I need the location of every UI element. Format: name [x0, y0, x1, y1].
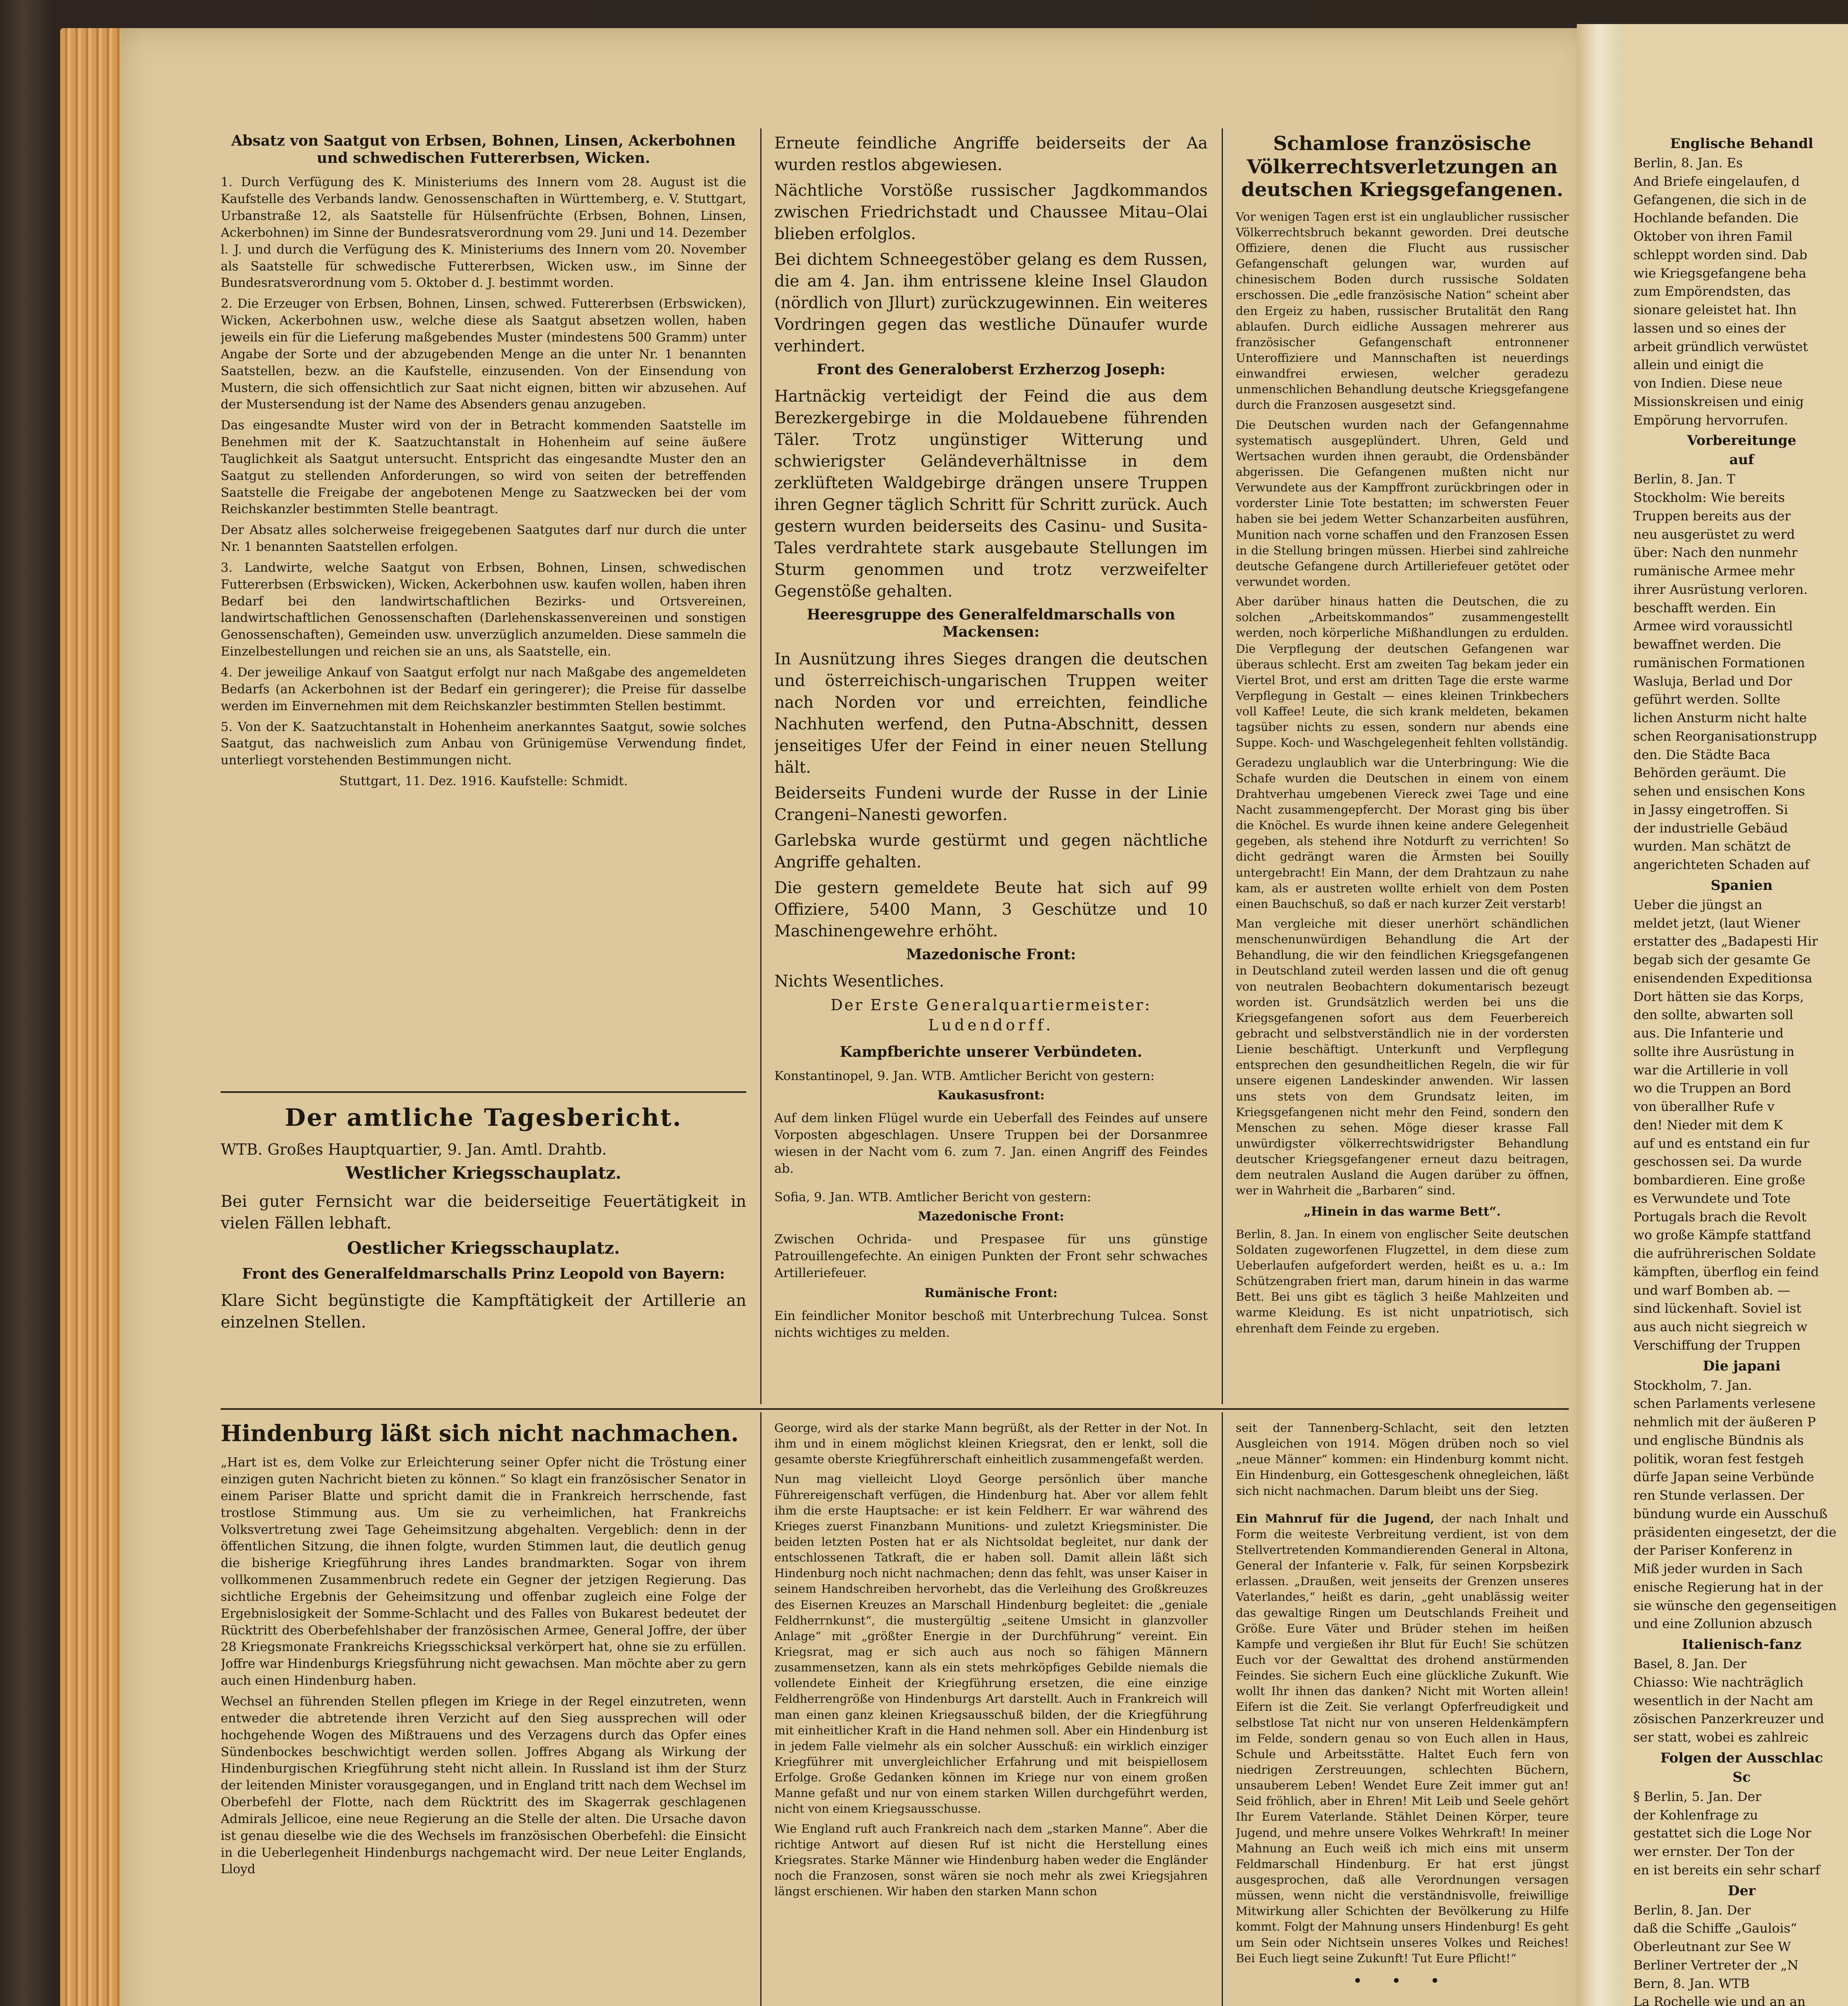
facing-page-line: Berliner Vertreter der „N	[1633, 1957, 1799, 1973]
saatgut-paragraph-3: Das eingesandte Muster wird von der in Betracht kommenden Saatstelle im Benehmen mit der K. Saatzuchtanstalt in Hohenheim auf seine äußere Tauglichkeit als Saatgut untersucht. Entspricht das eingesandte Muster den an Saatgut zu stellenden Anforderungen, so wird von seiten der betreffenden Saatstelle die Freigabe der angebotenen Menge zu Saatzwecken bei der vom Reichskanzler bestimmten Stelle beantragt.	[221, 418, 746, 517]
facing-page-line: schen Parlaments verlesene	[1633, 1396, 1816, 1411]
voelkerrecht-title: Schamlose französische Völkerrechtsverletzungen an deutschen Kriegsgefangenen.	[1241, 132, 1564, 201]
mackensen-text: In Ausnützung ihres Sieges drangen die deutschen und österreichisch-ungarischen Truppen weiter nach Norden vor und erreichten, feindliche Nachhuten werfend, den Putna-Abschnitt, dessen jenseitiges Ufer der Feind in einer neuen Stellung hält.	[774, 650, 1208, 777]
lower-section-rule	[221, 1408, 1569, 1410]
jagdkommandos-report: Nächtliche Vorstöße russischer Jagdkommandos zwischen Friedrichstadt und Chaussee Mitau–Olai blieben erfolglos.	[774, 181, 1208, 243]
facing-page-line: der Kohlenfrage zu	[1633, 1807, 1758, 1823]
facing-page-line: ser statt, wobei es zahlreic	[1633, 1730, 1809, 1745]
facing-page-line: von überallher Rufe v	[1633, 1099, 1775, 1114]
newspaper-page	[120, 28, 1589, 2006]
facing-page-line: den. Die Städte Baca	[1633, 747, 1771, 762]
facing-page-line: wesentlich in der Nacht am	[1633, 1693, 1813, 1708]
facing-page-line: erstatter des „Badapesti Hir	[1633, 934, 1818, 949]
allies-heading: Kampfberichte unserer Verbündeten.	[840, 1043, 1142, 1060]
hindenburg-paragraph-5: Wie England ruft auch Frankreich nach dem „starken Manne“. Aber die richtige Antwort auf diesen Ruf ist nicht die Herstellung eines Kriegsrates. Starke Männer wie Hindenburg haben weder die Engländer noch die Franzosen, sonst wären sie noch mehr als zwei Kriegsjahren längst erschienen. Wir haben den starken Mann schon	[774, 1821, 1208, 1898]
facing-page-line: wo große Kämpfe stattfand	[1633, 1227, 1811, 1243]
facing-page-line: enische Regierung hat in der	[1633, 1579, 1823, 1595]
column1-separator	[221, 1091, 746, 1093]
mazedonische-front-2-heading: Mazedonische Front:	[918, 1209, 1064, 1224]
facing-page-line: meldet jetzt, (laut Wiener	[1633, 915, 1800, 931]
facing-page-line: kämpften, überflog ein feind	[1633, 1264, 1819, 1279]
facing-page-line: wo die Truppen an Bord	[1633, 1080, 1791, 1096]
facing-page-line: Portugals brach die Revolt	[1633, 1209, 1807, 1224]
kaukasus-heading: Kaukasusfront:	[937, 1088, 1045, 1102]
hindenburg-column-3	[1236, 1420, 1569, 2006]
east-front-heading: Oestlicher Kriegsschauplatz.	[347, 1238, 620, 1258]
facing-page-line: Verschiffung der Truppen	[1633, 1337, 1801, 1353]
hindenburg-paragraph-3: George, wird als der starke Mann begrüßt, als der Retter in der Not. In ihm und in einem möglichst kleinen Kriegsrat, den er lenkt, soll die gesamte oberste Kriegführerschaft einheitlich zusammengefaßt werden.	[774, 1421, 1208, 1466]
facing-page-line: schleppt worden sind. Dab	[1633, 247, 1807, 262]
facing-page-line: von Indien. Diese neue	[1633, 376, 1783, 391]
column-tagesbericht	[221, 1103, 746, 1400]
facing-page-line: enisendenden Expeditionsa	[1633, 970, 1812, 986]
facing-page-line: daß die Schiffe „Gaulois“	[1633, 1921, 1797, 1936]
mahnruf-text	[1236, 1511, 1569, 1966]
column-rule-1	[760, 128, 762, 1404]
facing-page-line: und eine Zollunion abzusch	[1633, 1616, 1813, 1632]
saatgut-paragraph-6: 4. Der jeweilige Ankauf von Saatgut erfolgt nur nach Maßgabe des angemeldeten Bedarfs (an Ackerbohnen ist der Bedarf ein geringerer); die Preise für dasselbe werden im Einvernehmen mit dem Reichskanzler bestimmten Stellen bestimmt.	[221, 665, 746, 713]
end-ornament: • • •	[1352, 1971, 1452, 1990]
facing-page-column	[1633, 132, 1848, 2006]
facing-page-line: Behörden geräumt. Die	[1633, 765, 1786, 781]
facing-page-line: und englische Bündnis als	[1633, 1432, 1804, 1448]
column-front-reports	[774, 132, 1208, 1404]
facing-page-line: neu ausgerüstet zu werd	[1633, 526, 1795, 542]
facing-page-line: Ueber die jüngst an	[1633, 897, 1763, 912]
facing-page-line: nehmlich mit der äußeren P	[1633, 1414, 1816, 1429]
konstantinopel-dateline: Konstantinopel, 9. Jan. WTB. Amtlicher Bericht von gestern:	[774, 1068, 1155, 1083]
facing-page-line: Berlin, 8. Jan. T	[1633, 471, 1736, 487]
facing-page-line: geschossen sei. Da wurde	[1633, 1154, 1802, 1169]
facing-page-line: in Jassy eingetroffen. Si	[1633, 802, 1788, 817]
facing-page-line: auf und es entstand ein fur	[1633, 1135, 1809, 1151]
facing-page-line: wie Kriegsgefangene beha	[1633, 265, 1807, 281]
facing-page-line: ihrer Ausrüstung verloren.	[1633, 581, 1808, 597]
front-leopold-text: Klare Sicht begünstigte die Kampftätigkeit der Artillerie an einzelnen Stellen.	[221, 1291, 746, 1332]
facing-page-line: der industrielle Gebäud	[1633, 820, 1788, 836]
voelkerrecht-paragraph-3: Aber darüber hinaus hatten die Deutschen, die zu solchen „Arbeitskommandos“ zusammengestellt werden, noch körperliche Mißhandlungen zu erdulden. Die Verpflegung der deutschen Gefangenen war überaus schlecht. Erst am zweiten Tag bekam jeder ein Viertel Brot, und erst am dritten Tage die erste warme Verpflegung in Gestalt — eines kleinen Trinkbechers voll Kaffee! Leute, die sich krank meldeten, bekamen tagsüber nichts zu essen, sondern nur abends eine Suppe. Koch- und Waschgelegenheit fehlten vollständig.	[1236, 595, 1569, 750]
facing-page-line: den sollte, abwarten soll	[1633, 1007, 1793, 1023]
saatgut-paragraph-1: 1. Durch Verfügung des K. Ministeriums des Innern vom 28. August ist die Kaufstelle des Verbands landw. Genossenschaften in Württemberg, e. V. Stuttgart, Urbanstraße 12, als Saatstelle für Hülsenfrüchte (Erbsen, Bohnen, Linsen, Ackerbohnen) im Sinne der Bundesratsverordnung vom 29. Juni und 14. Dezember l. J. und durch die Verfügung des K. Ministeriums des Innern vom 20. November als Saatstelle für schwedische Futtererbsen, Wicken usw., im Sinne der Bundesratsverordnung vom 5. Oktober d. J. bestimmt worden.	[221, 175, 746, 290]
facing-page-line: aus auch nicht siegreich w	[1633, 1319, 1807, 1334]
facing-page-line: Chiasso: Wie nachträglich	[1633, 1674, 1804, 1690]
facing-page-heading: Sc	[1732, 1769, 1751, 1785]
facing-page-line: bombardieren. Eine große	[1633, 1172, 1805, 1188]
hindenburg-paragraph-6: seit der Tannenberg-Schlacht, seit den letzten Ausgleichen von 1914. Mögen drüben noch so viel „neue Männer“ kommen: ein Hindenburg kommt nicht. Ein Hindenburg, ein Gottesgeschenk ohnegleichen, läßt sich nicht nachmachen. Darum bleibt uns der Sieg.	[1236, 1421, 1569, 1498]
facing-page-line: bewaffnet werden. Die	[1633, 637, 1781, 652]
facing-page-line: Dort hätten sie das Korps,	[1633, 989, 1804, 1004]
hindenburg-column-1	[221, 1420, 746, 2006]
facing-page-line: und warf Bomben ab. —	[1633, 1282, 1790, 1298]
facing-page-line: wer ernster. Der Ton der	[1633, 1844, 1794, 1859]
mazedonische-front-heading: Mazedonische Front:	[906, 946, 1076, 963]
tagesbericht-dateline: WTB. Großes Hauptquartier, 9. Jan. Amtl. Drahtb.	[221, 1141, 607, 1158]
facing-page-line: Empörung hervorrufen.	[1633, 412, 1788, 428]
facing-page-line: es Verwundete und Tote	[1633, 1190, 1791, 1206]
facing-page-line: Missionskreisen und einig	[1633, 394, 1804, 409]
hindenburg-paragraph-2: Wechsel an führenden Stellen pflegen im Kriege in der Regel einzutreten, wenn entweder die abtretende ihren Verzicht auf den Sieg aussprechen will oder hochgehende Wogen des Mißtrauens und des Verzagens durch das Opfer eines Sündenbockes beschwichtigt werden sollen. Joffres Abgang als Wirkung der Hindenburgischen Kriegführung steht nicht allein. In Russland ist ihm der Sturz der leitenden Minister vorausgegangen, und in England tritt nach dem Wechsel im Oberbefehl der Flotte, nach dem Rücktritt des im Skagerrak geschlagenen Admirals Jellicoe, eine neue Regierung an die Stelle der alten. Die Ursache davon ist genau dieselbe wie die des Wechsels im französischen Oberbefehl: die Einsicht in die Ueberlegenheit Hindenburgs nachgemacht wird. Der neue Leiter Englands, Lloyd	[221, 1694, 746, 1877]
facing-page-heading: Vorbereitunge	[1687, 432, 1797, 449]
facing-page-line: über: Nach den nunmehr	[1633, 545, 1798, 560]
facing-page-line: lichen Ansturm nicht halte	[1633, 710, 1807, 725]
facing-page-heading: Die japani	[1703, 1358, 1781, 1374]
facing-page-line: sollte ihre Ausrüstung in	[1633, 1044, 1795, 1059]
facing-page-line: sie wünsche den gegenseitigen	[1633, 1598, 1837, 1613]
mahnruf-heading: Ein Mahnruf für die Jugend,	[1236, 1511, 1434, 1525]
facing-page-line: Hochlande befanden. Die	[1633, 210, 1799, 226]
facing-page-line: politik, woran fest festgeh	[1633, 1451, 1804, 1466]
facing-page-line: Basel, 8. Jan. Der	[1633, 1656, 1746, 1671]
josef-front-text: Hartnäckig verteidigt der Feind die aus dem Berezkergebirge in die Moldauebene führenden Täler. Trotz ungünstiger Witterung und schwierigster Geländeverhältnisse in dem zerklüfteten Waldgebirge drängen unsere Truppen ihren Gegner täglich Schritt für Schritt zurück. Auch gestern wurden beiderseits des Casinu- und Susita-Tales verdrahtete stark ausgebaute Stellungen im Sturm genommen und trotz verzweifelter Gegenstöße gehalten.	[774, 387, 1208, 601]
signer-title: Der Erste Generalquartiermeister:	[831, 996, 1151, 1014]
facing-page-line: sionare geleistet hat. Ihn	[1633, 302, 1797, 317]
column-voelkerrecht	[1236, 132, 1569, 1400]
saatgut-paragraph-5: 3. Landwirte, welche Saatgut von Erbsen, Bohnen, Linsen, schwedischen Futtererbsen (Erbswicken), Wicken, Ackerbohnen usw. kaufen wollen, haben ihren Bedarf bei den landwirtschaftlichen Bezirks- und Ortsvereinen, landwirtschaftlichen Genossenschaften (Darlehenskassenvereinen und sonstigen Genossenschaften), Gemeinden usw. unverzüglich anzumelden. Diese sammeln die Einzelbestellungen und reichen sie an uns, als Saatstelle, ein.	[221, 560, 746, 659]
facing-page-line: präsidenten eingesetzt, der die	[1633, 1524, 1837, 1540]
facing-page-line: en ist bereits ein sehr scharf	[1633, 1862, 1820, 1878]
facing-page-line: bündung wurde ein Ausschuß	[1633, 1506, 1828, 1521]
facing-page-line: Berlin, 8. Jan. Der	[1633, 1902, 1751, 1918]
mackensen-heading: Heeresgruppe des Generalfeldmarschalls von Mackensen:	[806, 606, 1176, 641]
facing-page-line: Miß jeder wurden in Sach	[1633, 1561, 1803, 1576]
facing-page-line: zum Empörendsten, das	[1633, 284, 1791, 299]
facing-page-line: Stockholm, 7. Jan.	[1633, 1377, 1752, 1393]
facing-page-line: geführt werden. Sollte	[1633, 692, 1781, 707]
column-saatgut	[221, 132, 746, 1087]
voelkerrecht-paragraph-2: Die Deutschen wurden nach der Gefangennahme systematisch ausgeplündert. Uhren, Geld und Wertsachen wurden ihnen geraubt, die Ordensbänder abgerissen. Die Gefangenen mußten nicht nur Verwundete aus der Kampffront zurückbringen oder in vorderster Linie Tote bestatten; im schwersten Feuer haben sie bei jedem Wetter Schanzarbeiten ausführen, Munition nach vorne schaffen und den Franzosen Essen in die Stellung bringen müssen. Hierbei sind zahlreiche deutsche Gefangene durch Artilleriefeuer getötet oder verwundet worden.	[1236, 418, 1569, 589]
facing-page-line: Stockholm: Wie bereits	[1633, 490, 1785, 505]
facing-page-line: arbeit gründlich verwüstet	[1633, 339, 1808, 354]
saatgut-paragraph-2: 2. Die Erzeuger von Erbsen, Bohnen, Linsen, schwed. Futtererbsen (Erbswicken), Wicken, Ackerbohnen usw., welche diese als Saatgut absetzen wollen, haben jeweils ein für die Lieferung maßgebendes Muster (mindestens 500 Gramm) unter Angabe der Sorte und der abzugebenden Menge an die unter Nr. 1 benannten Saatstellen, bezw. an die Kaufstelle, einzusenden. Von der Einsendung von Mustern, die sich offensichtlich zur Saat nicht eignen, bitten wir abzusehen. Auf der Mustersendung ist der Name des Absenders genau anzugeben.	[221, 296, 746, 412]
facing-page-line: sind lückenhaft. Soviel ist	[1633, 1301, 1801, 1316]
column-rule-3	[760, 1412, 762, 2006]
facing-page-line: die aufrührerischen Soldate	[1633, 1246, 1816, 1261]
facing-page-line: And Briefe eingelaufen, d	[1633, 173, 1800, 189]
facing-page-line: Berlin, 8. Jan. Es	[1633, 155, 1743, 171]
facing-page-line: war die Artillerie in voll	[1633, 1062, 1789, 1078]
hindenburg-title: Hindenburg läßt sich nicht nachmachen.	[221, 1420, 739, 1447]
facing-page-line: sehen und ensischen Kons	[1633, 784, 1805, 799]
warmes-bett-text: Berlin, 8. Jan. In einem von englischer Seite deutschen Soldaten zugeworfenen Flugzettel, in dem diese zum Ueberlaufen aufgefordert werden, heißt es u. a.: Im Schützengraben friert man, darum hinein in das warme Bett. Bei uns gibt es täglich 3 heiße Mahlzeiten und warme Kleidung. Es ist nicht unpatriotisch, sich ehrenhaft dem Feinde zu ergeben.	[1236, 1227, 1569, 1335]
hindenburg-column-2	[774, 1420, 1208, 2006]
facing-page-line: wurden. Man schätzt de	[1633, 839, 1791, 854]
facing-page-heading: Folgen der Ausschlac	[1660, 1750, 1823, 1766]
column-rule-2	[1222, 128, 1223, 1404]
facing-page-line: Gefangenen, die sich in de	[1633, 192, 1807, 207]
west-front-heading: Westlicher Kriegsschauplatz.	[345, 1163, 621, 1183]
facing-page-line: rumänischen Formationen	[1633, 655, 1805, 670]
facing-page-line: Wasluja, Berlad und Dor	[1633, 673, 1792, 689]
mazedonische-front-2-text: Zwischen Ochrida- und Prespasee für uns günstige Patrouillengefechte. An einigen Punkten der Front sehr schwaches Artilleriefeuer.	[774, 1232, 1208, 1281]
josef-front-heading: Front des Generaloberst Erzherzog Joseph:	[816, 361, 1166, 378]
facing-page-line: Bern, 8. Jan. WTB	[1633, 1976, 1750, 1991]
sofia-dateline: Sofia, 9. Jan. WTB. Amtlicher Bericht von gestern:	[774, 1190, 1091, 1205]
facing-page-heading: auf	[1729, 452, 1754, 468]
column-rule-4	[1222, 1412, 1223, 2006]
facing-page-line: § Berlin, 5. Jan. Der	[1633, 1789, 1761, 1804]
facing-page-line: schen Reorganisationstrupp	[1633, 728, 1817, 744]
facing-page-line: angerichteten Schaden auf	[1633, 857, 1809, 872]
facing-page	[1623, 24, 1848, 2006]
west-front-text: Bei guter Fernsicht war die beiderseitige Feuertätigkeit in vielen Fällen lebhaft.	[221, 1192, 746, 1232]
voelkerrecht-paragraph-4: Geradezu unglaublich war die Unterbringung: Wie die Schafe wurden die Deutschen in einem von einem Drahtverhau umgebenen Viereck zwei Tage und eine Nacht zusammengepfercht. Der Morast ging bis über die Knöchel. Es wurde ihnen keine andere Gelegenheit gegeben, als stehend ihre Notdurft zu verrichten! So dicht gedrängt waren die Ärmsten bei Souilly untergebracht! Ein Mann, der dem Drahtzaun zu nahe kam, als er austreten wollte erhielt von dem Posten einen Bauchschuß, so daß er nach kurzer Zeit verstarb!	[1236, 755, 1569, 911]
voelkerrecht-paragraph-5: Man vergleiche mit dieser unerhört schändlichen menschenunwürdigen Behandlung die Art der Behandlung, die wir den feindlichen Kriegsgefangenen in Deutschland zuteil werden lassen und die oft genug von neutralen Beobachtern dokumentarisch bezeugt worden ist. Grundsätzlich werden bei uns die Kriegsgefangenen sofort aus dem Feuerbereich gebracht und selbstverständlich nie in der vordersten Lienie beschäftigt. Unterkunft und Verpflegung entsprechen den gesundheitlichen Regeln, die wir für unsere eigenen Landeskinder anwenden. Wir lassen uns stets von dem Grundsatz leiten, im Kriegsgefangenen nicht mehr den Feind, sondern den Menschen zu sehen. Möge dieser krasse Fall unwürdigster völkerrechtswidrigster Behandlung deutscher Kriegsgefangener erneut dazu beitragen, dem neutralen Ausland die Augen darüber zu öffnen, wer in Wahrheit die „Barbaren“ sind.	[1236, 916, 1569, 1198]
facing-page-heading: Englische Behandl	[1670, 136, 1813, 152]
facing-page-line: Truppen bereits aus der	[1633, 508, 1791, 524]
garlebska-text: Garlebska wurde gestürmt und gegen nächtliche Angriffe gehalten.	[774, 831, 1208, 871]
facing-page-line: begab sich der gesamte Ge	[1633, 952, 1811, 967]
voelkerrecht-paragraph-1: Vor wenigen Tagen erst ist ein unglaublicher russischer Völkerrechtsbruch bekannt geworden. Drei deutsche Offiziere, denen die Flucht aus russischer Gefangenschaft gelungen war, wurden auf chinesischem Boden durch russische Soldaten erschossen. Die „edle französische Nation“ scheint aber den Ergeiz zu haben, russischer Brutalität den Rang ablaufen. Durch eidliche Aussagen mehrerer aus französischer Gefangenschaft entronnener Unteroffiziere und Mannschaften ist neuerdings einwandfrei erwiesen, welcher geradezu unmenschlichen Behandlung deutsche Kriegsgefangene durch die Franzosen ausgesetzt sind.	[1236, 209, 1569, 412]
saatgut-paragraph-4: Der Absatz alles solcherweise freigegebenen Saatgutes darf nur durch die unter Nr. 1 benannten Saatstellen erfolgen.	[221, 523, 746, 554]
facing-page-line: lassen und so eines der	[1633, 320, 1786, 336]
facing-page-line: dürfe Japan seine Verbünde	[1633, 1469, 1814, 1485]
facing-page-line: La Rochelle wie und an an	[1633, 1994, 1806, 2006]
mahnruf-body: der nach Inhalt und Form die weiteste Verbreitung verdient, ist von dem Stellvertretenden Kommandierenden General in Altona, General der Infanterie v. Falk, für seinen Korpsbezirk erlassen. „Draußen, weit jenseits der Grenzen unseres Vaterlandes,“ heißt es darin, „geht unablässig weiter das gewaltige Ringen um Deutschlands Freiheit und Größe. Eure Väter und Brüder stehen im heißen Kampfe und vergießen ihr Blut für Euch! Sie schützen Euch vor der Gewalttat des drohend anstürmenden Feindes. Sie sichern Euch eine glückliche Zukunft. Wie wollt Ihr ihnen das danken? Nicht mit Worten allein! Eifern ist die Zeit. Sie verlangt Opferfreudigkeit und selbstlose Tat nicht nur von unseren Heldenkämpfern im Felde, sondern genau so von Euch allen in Haus, Schule und Arbeitsstätte. Haltet Euch fern von niedrigen Zerstreuungen, schlechten Büchern, unsauberem Leben! Wendet Eure Zeit immer gut an! Seid fröhlich, aber in Ehren! Mit Leib und Seele gehört Ihr Eurem Vaterlande. Stählet Deinen Körper, teure Jugend, und mehre unsere Volkes Wehrkraft! In meiner Mahnung an Euch weiß ich mich eins mit unserm Feldmarschall Hindenburg. Er hat erst jüngst ausgesprochen, daß alle Verordnungen versagen müssen, wenn nicht die verständnisvolle, freiwillige Mitwirkung aller Schichten der Bevölkerung zu Hilfe kommt. Folgt der Mahnung unsers Hindenburg! Es geht um Sein oder Nichtsein unseres Volkes und Reiches! Bei Euch liegt seine Zukunft! Tut Eure Pflicht!“	[1236, 1511, 1569, 1965]
facing-page-line: den! Nieder mit dem K	[1633, 1117, 1783, 1133]
rumaenische-front-text: Ein feindlicher Monitor beschoß mit Unterbrechung Tulcea. Sonst nichts wichtiges zu melden.	[774, 1309, 1208, 1340]
signer-name: Ludendorff.	[928, 1016, 1054, 1034]
facing-page-line: Armee wird voraussichtl	[1633, 618, 1793, 634]
facing-page-heading: Der	[1728, 1882, 1756, 1899]
hindenburg-paragraph-1: „Hart ist es, dem Volke zur Erleichterung seiner Opfer nicht die Tröstung einer einzigen guten Nachricht bieten zu können.“ So klagt ein französischer Senator in einem Pariser Blatte und spricht damit die in Frankreich herrschende, fast trostlose Stimmung aus. Um sie zu verheimlichen, hat Frankreichs Volksvertretung zwei Tage Geheimsitzung abgehalten. Vergeblich: denn in der öffentlichen Sitzung, die ihnen folgte, wurden Stimmen laut, die deutlich genug die bisherige Kriegführung ihres Landes brandmarkten. Sogar von ihrem vollkommenen Zusammenbruch redete ein Gegner der jetzigen Regierung. Das sichtliche Ergebnis der Geheimsitzung und offenbar zugleich eine Folge der Ergebnislosigkeit der Somme-Schlacht und des Falles von Bukarest bedeutet der Rücktritt des Oberbefehlshaber der französischen Armee, General Joffre, der über 28 Kriegsmonate Frankreichs Kriegsschicksal verkörpert hat, ohne sie zu erfüllen. Joffre war Hindenburgs Kriegsführung nicht gewachsen. Man möchte aber zu gern auch einen Hindenburg haben.	[221, 1455, 746, 1688]
saatgut-signature: Stuttgart, 11. Dez. 1916. Kaufstelle: Schmidt.	[339, 774, 628, 789]
fundeni-text: Beiderseits Fundeni wurde der Russe in der Linie Crangeni–Nanesti geworfen.	[774, 784, 1208, 824]
saatgut-paragraph-7: 5. Von der K. Saatzuchtanstalt in Hohenheim anerkanntes Saatgut, sowie solches Saatgut, das nachweislich zum Anbau von Grünigemüse Verwendung findet, unterliegt vorstehenden Bestimmungen nicht.	[221, 719, 746, 768]
facing-page-line: rumänische Armee mehr	[1633, 563, 1795, 579]
beute-text: Die gestern gemeldete Beute hat sich auf 99 Offiziere, 5400 Mann, 3 Geschütze und 10 Maschinengewehre erhöht.	[774, 878, 1208, 940]
facing-page-line: beschafft werden. Ein	[1633, 600, 1776, 615]
saatgut-heading: Absatz von Saatgut von Erbsen, Bohnen, Linsen, Ackerbohnen und schwedischen Futtererbsen, Wicken.	[231, 132, 736, 167]
warmes-bett-heading: „Hinein in das warme Bett“.	[1304, 1204, 1501, 1219]
facing-page-line: aus. Die Infanterie und	[1633, 1025, 1784, 1041]
facing-page-line: der Pariser Konferenz in	[1633, 1543, 1793, 1558]
hindenburg-paragraph-4: Nun mag vielleicht Lloyd George persönlich über manche Führereigenschaft verfügen, die Hindenburg hat. Aber vor allem fehlt ihm die erste Hauptsache: er ist kein Feldherr. Er war während des Krieges zuerst Finanzbann Munitions- und zuletzt Kriegsminister. Die beiden letzten Posten hat er als Nichtsoldat begleitet, nur dank der entschlossenen Tatkraft, die er haben soll. Damit allein läßt sich Hindenburg noch nicht nachmachen; denn das fehlt, was unser Kaiser in seinem Handschreiben hervorhebt, das die Verleihung des Großkreuzes des Eisernen Kreuzes an Marschall Hindenburg begleitet: die „geniale Feldherrnkunst“, die mustergültig „seitene Umsicht in glanzvoller Anlage“ mit „größter Energie in der Durchführung“ vereint. Ein Kriegsrat, mag er sich auch aus noch so fähigen Männern zusammensetzen, kann als ein stets mehrköpfiges Gebilde niemals die vollendete Einheit der Kriegführung ersetzen, die eine einzige Feldherrengröße von Hindenburgs Art darstellt. Auch in Frankreich will man einen ganz kleinen Kriegsausschuß bilden, der die Kriegführung mit einheitlicher Kraft in die Hand nehmen soll. Aber ein Hindenburg ist in jedem Falle vielmehr als ein solcher Ausschuß: ein wirklich einziger Kriegführer mit unvergleichlicher Erfahrung und mit beispiellosem Erfolge. Große Gedanken können im Kriege nur von einem großen Manne gefaßt und nur von einem starken Willen durchgeführt werden, nicht von einem Kriegsausschusse.	[774, 1472, 1208, 1816]
aa-report: Erneute feindliche Angriffe beiderseits der Aa wurden restlos abgewiesen.	[774, 134, 1208, 174]
facing-page-heading: Italienisch-fanz	[1681, 1636, 1802, 1653]
facing-page-line: Oberleutnant zur See W	[1633, 1939, 1791, 1954]
facing-page-line: zösischen Panzerkreuzer und	[1633, 1711, 1824, 1727]
facing-page-line: Oktober von ihren Famil	[1633, 229, 1793, 244]
book-gutter	[1577, 24, 1625, 2006]
tagesbericht-title: Der amtliche Tagesbericht.	[284, 1104, 682, 1132]
rumaenische-front-heading: Rumänische Front:	[924, 1285, 1058, 1300]
facing-page-heading: Spanien	[1710, 877, 1773, 893]
facing-page-line: allein und einigt die	[1633, 357, 1764, 373]
mazedonische-front-text: Nichts Wesentliches.	[774, 972, 944, 991]
glaudon-report: Bei dichtem Schneegestöber gelang es dem Russen, die am 4. Jan. ihm entrissene kleine Insel Glaudon (nördlich von Jllurt) zurückzugewinnen. Ein weiteres Vordringen gegen das westliche Dünaufer wurde verhindert.	[774, 250, 1208, 355]
front-leopold-heading: Front des Generalfeldmarschalls Prinz Leopold von Bayern:	[242, 1265, 725, 1283]
kaukasus-text: Auf dem linken Flügel wurde ein Ueberfall des Feindes auf unsere Vorposten abgeschlagen. Unsere Truppen bei der Dorsanmree wiesen in der Nacht vom 6. zum 7. Jan. einen Angriff des Feindes ab.	[774, 1111, 1208, 1176]
facing-page-line: ren Stunde verlassen. Der	[1633, 1488, 1804, 1503]
facing-page-line: gestattet sich die Loge Nor	[1633, 1825, 1811, 1841]
